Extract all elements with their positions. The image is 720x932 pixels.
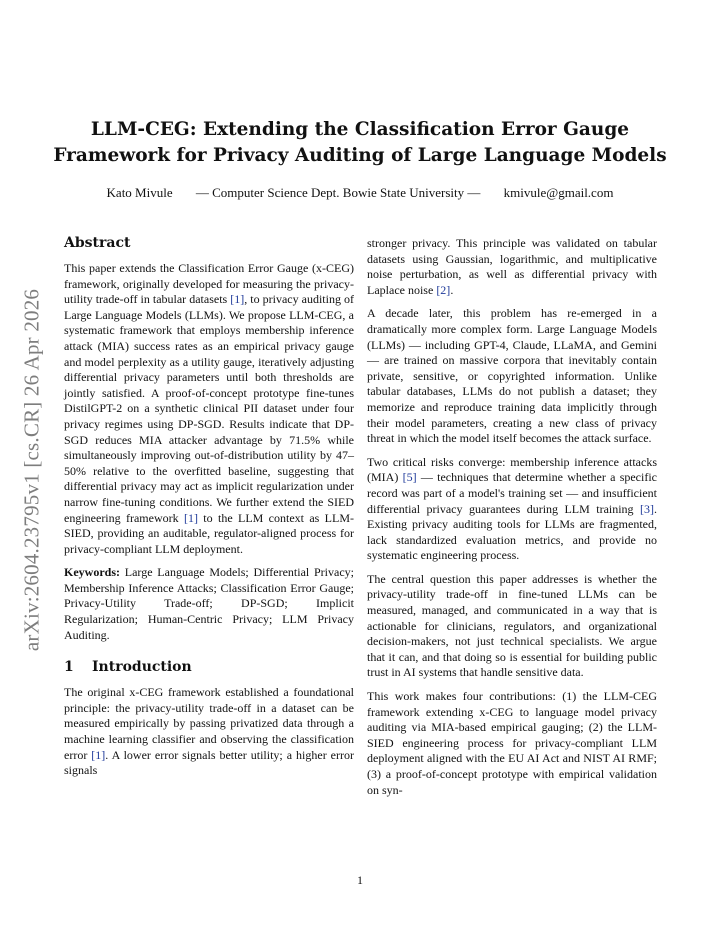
- keywords: [64, 565, 354, 643]
- author-email: kmivule@gmail.com: [503, 185, 614, 200]
- author-line: [30, 185, 690, 201]
- citation-link[interactable]: [5]: [402, 470, 417, 485]
- intro-paragraph-1-cont: stronger privacy. This principle was validated on tabular datasets using Gaussian, logarithmic, and multiplicative noise perturbation, as well as differential privacy with Laplace noise [2].: [367, 236, 657, 297]
- author-affiliation: — Computer Science Dept. Bowie State University —: [195, 185, 481, 200]
- intro-paragraph-1: The original x-CEG framework established a foundational principle: the privacy-utility trade-off in a dataset can be measured empirically by passing privatized data through a machine learning classifier and observing the classification error [1]. A lower error signals better utility; a higher error signals: [64, 685, 354, 778]
- introduction-heading: [64, 657, 354, 677]
- intro-paragraph-4: The central question this paper addresses is whether the privacy-utility trade-off in fine-tuned LLMs can be measured, managed, and communicated in a way that is actionable for clinicians, regulators, and organizational decision-makers, not just technical specialists. We argue that it can, and that doing so is essential for building public trust in AI systems that handle sensitive data.: [367, 571, 657, 680]
- intro-paragraph-5: This work makes four contributions: (1) the LLM-CEG framework extending x-CEG to language model privacy auditing via MIA-based empirical gauging; (2) the LLM-SIED engineering process for privacy-compliant LLM deployment aligned with the EU AI Act and NIST AI RMF; (3) a proof-of-concept prototype with empirical validation on syn-: [367, 689, 657, 797]
- abstract-paragraph: This paper extends the Classification Error Gauge (x-CEG) framework, originally developed for measuring the privacy-utility trade-off in tabular datasets [1], to privacy auditing of Large Language Models (LLMs). We propose LLM-CEG, a systematic framework that employs membership inference attack (MIA) success rates as an empirical privacy gauge and model perplexity as a utility gauge, iteratively adjusting differential privacy parameters until both thresholds are jointly satisfied. A proof-of-concept prototype fine-tunes DistilGPT-2 on a synthetic clinical PII dataset under four privacy regimes using DP-SGD. Results indicate that DP-SGD reduces MIA attacker advantage by 71.5% while simultaneously improving out-of-distribution utility by 47–50% relative to the overfitted baseline, suggesting that differential privacy may act as implicit regularization under narrow fine-tuning conditions. We further extend the SIED engineering framework [1] to the LLM context as LLM-SIED, providing an auditable, regulator-aligned process for privacy-compliant LLM deployment.: [64, 261, 355, 556]
- citation-link[interactable]: [1]: [91, 747, 106, 762]
- keywords-list: Large Language Models; Differential Privacy; Membership Inference Attacks; Classification Error Gauge; Privacy-Utility Trade-off; DP-SGD; Implicit Regularization; Human-Centric Privacy; LLM Privacy Auditing.: [64, 565, 354, 642]
- abstract-heading: Abstract: [64, 235, 131, 251]
- title-line-1: LLM-CEG: Extending the Classification Error Gauge: [90, 119, 630, 140]
- title-line-2: Framework for Privacy Auditing of Large Language Models: [53, 145, 667, 166]
- citation-link[interactable]: [1]: [230, 292, 245, 307]
- section-title: Introduction: [92, 659, 192, 676]
- left-column: [64, 233, 354, 787]
- paper-title: [30, 117, 690, 169]
- arxiv-stamp: [10, 262, 54, 678]
- intro-paragraph-3: Two critical risks converge: membership inference attacks (MIA) [5] — techniques that determine whether a specific record was part of a model's training set — and insufficient differential privacy guarantees during LLM training [3]. Existing privacy auditing tools for LLMs are fragmented, lack standardized evaluation metrics, and provide no systematic engineering process.: [367, 454, 657, 563]
- right-column: [367, 236, 657, 806]
- keywords-label: Keywords:: [64, 565, 120, 580]
- citation-link[interactable]: [3]: [640, 501, 654, 516]
- page-number: 1: [357, 873, 363, 887]
- author-name: Kato Mivule: [106, 185, 173, 200]
- section-number: 1: [64, 659, 74, 676]
- arxiv-id: arXiv:2604.23795v1 [cs.CR] 26 Apr 2026: [19, 288, 44, 652]
- citation-link[interactable]: [2]: [436, 282, 451, 297]
- intro-paragraph-2: A decade later, this problem has re-emerged in a dramatically more complex form. Large Language Models (LLMs) — including GPT-4, Claude, LLaMA, and Gemini — are trained on massive corpora that inevitably contain private, sensitive, or copyrighted information. Unlike tabular databases, LLMs do not publish a dataset; they memorize and reproduce training data implicitly through their model parameters, creating a new class of privacy threat in which the model itself becomes the attack surface.: [367, 306, 657, 446]
- citation-link[interactable]: [1]: [183, 510, 198, 525]
